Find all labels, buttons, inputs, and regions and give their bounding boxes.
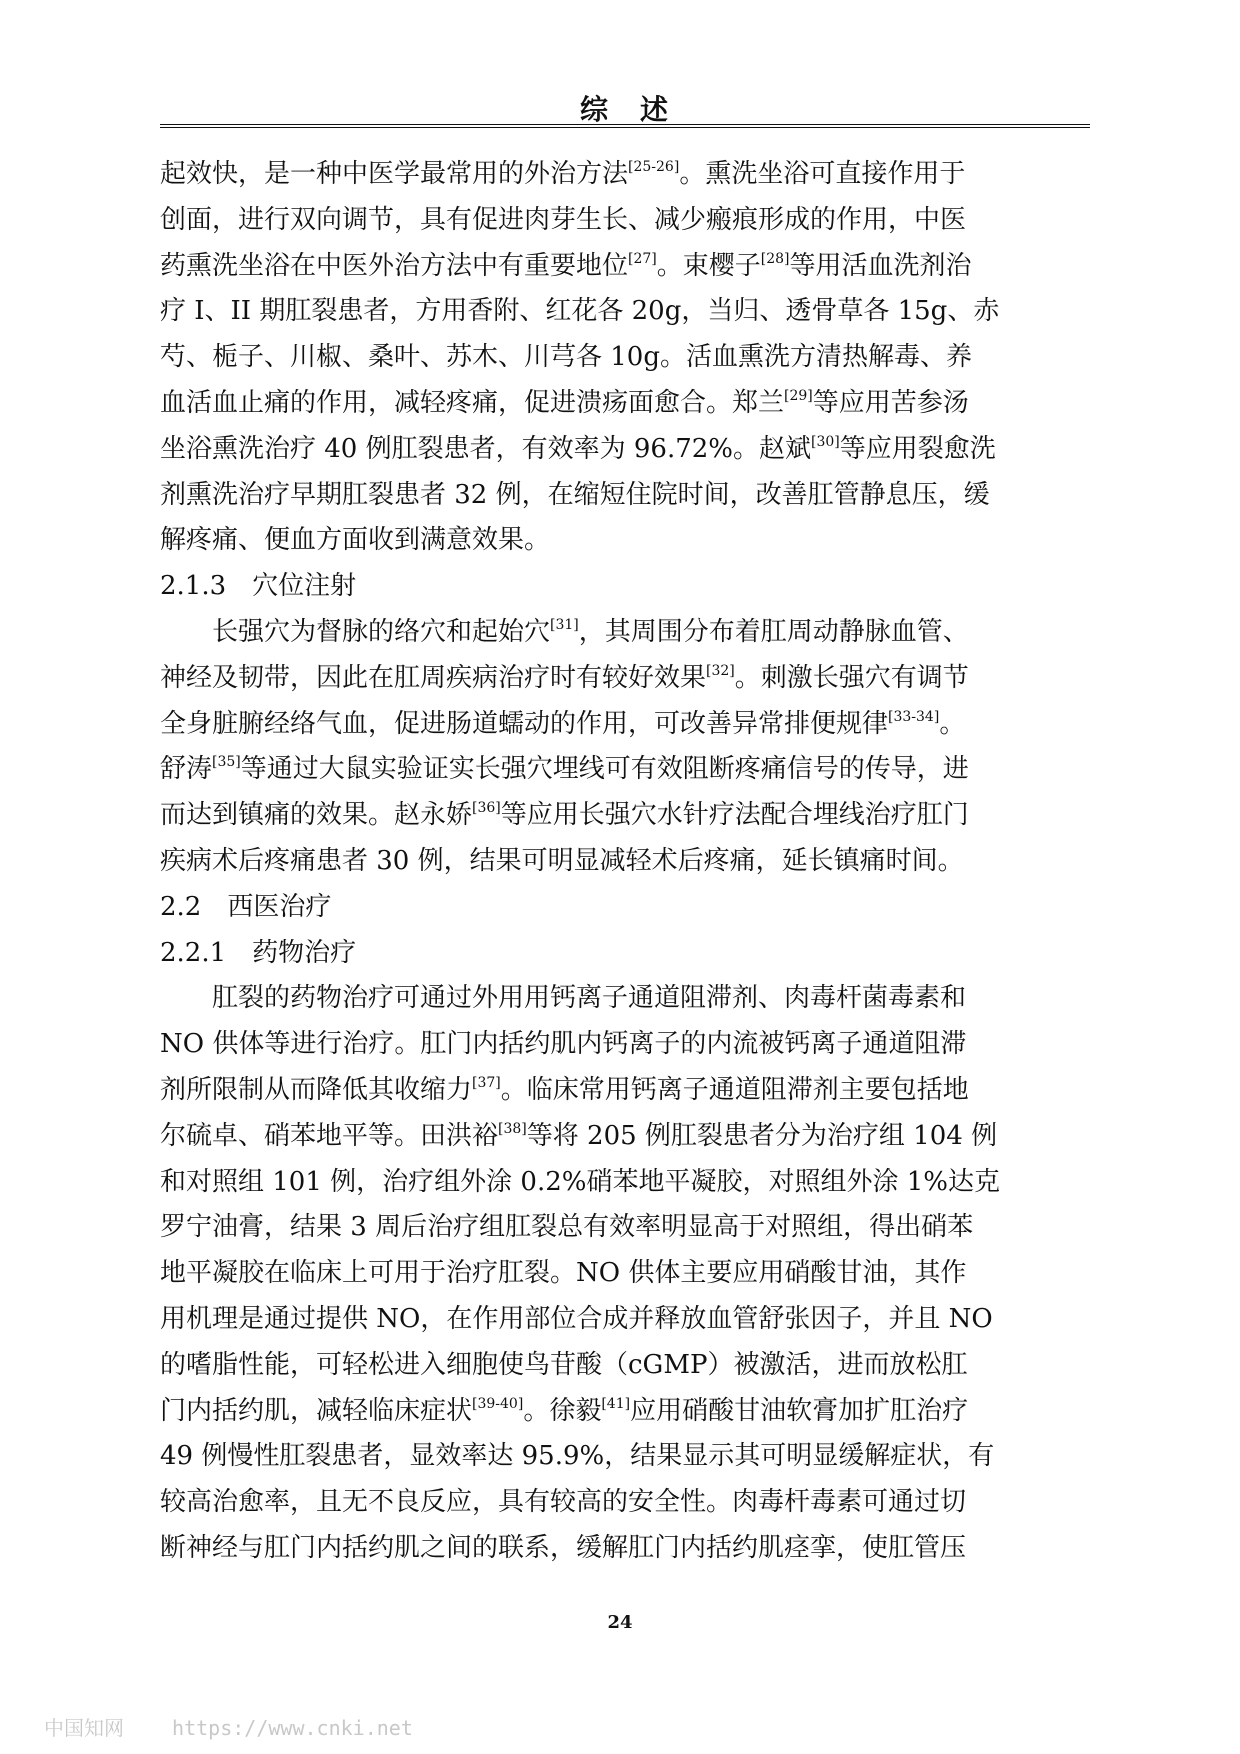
header-rule-thin bbox=[160, 127, 1090, 128]
text-segment: 较高治愈率，且无不良反应，具有较高的安全性。肉毒杆毒素可通过切 bbox=[160, 1487, 967, 1518]
text-segment: 舒涛 bbox=[160, 754, 213, 785]
citation-ref: [25-26] bbox=[628, 159, 680, 175]
text-segment: 而达到镇痛的效果。赵永娇 bbox=[160, 800, 473, 831]
text-line bbox=[160, 1205, 1090, 1251]
watermark-site-name: 中国知网 bbox=[44, 1716, 124, 1740]
citation-ref: [41] bbox=[601, 1395, 631, 1412]
text-segment: 剂熏洗治疗早期肛裂患者 32 例，在缩短住院时间，改善肛管静息压，缓 bbox=[160, 479, 990, 510]
text-segment: 49 例慢性肛裂患者，显效率达 95.9%，结果显示其可明显缓解症状，有 bbox=[160, 1441, 995, 1472]
text-segment: 。临床常用钙离子通道阻滞剂主要包括地 bbox=[500, 1074, 969, 1105]
text-segment: 起效快，是一种中医学最常用的外治方法 bbox=[160, 159, 629, 189]
text-line bbox=[160, 1068, 1090, 1114]
citation-ref: [30] bbox=[811, 433, 840, 450]
text-line bbox=[160, 1297, 1090, 1343]
text-segment: 2.2 西医治疗 bbox=[160, 891, 332, 922]
citation-ref: [39-40] bbox=[472, 1395, 524, 1412]
watermark bbox=[44, 1712, 413, 1741]
text-line bbox=[160, 1251, 1090, 1297]
text-segment: 等应用长强穴水针疗法配合埋线治疗肛门 bbox=[500, 800, 969, 831]
text-segment: 门内括约肌，减轻临床症状 bbox=[160, 1395, 473, 1426]
text-segment: 等应用苦参汤 bbox=[812, 387, 969, 418]
citation-ref: [35] bbox=[212, 754, 241, 771]
text-segment: 罗宁油膏，结果 3 周后治疗组肛裂总有效率明显高于对照组，得出硝苯 bbox=[160, 1212, 974, 1243]
citation-ref: [37] bbox=[472, 1074, 501, 1091]
text-segment: 药熏洗坐浴在中医外治方法中有重要地位 bbox=[160, 250, 629, 281]
text-line bbox=[160, 747, 1090, 793]
text-segment: 芍、栀子、川椒、桑叶、苏木、川芎各 10g。活血熏洗方清热解毒、养 bbox=[160, 342, 972, 373]
citation-ref: [32] bbox=[706, 662, 735, 679]
text-segment: 肛裂的药物治疗可通过外用用钙离子通道阻滞剂、肉毒杆菌毒素和 bbox=[212, 983, 967, 1014]
text-segment: 长强穴为督脉的络穴和起始穴 bbox=[212, 616, 551, 647]
running-header-title: 综 述 bbox=[579, 93, 670, 126]
text-line bbox=[160, 656, 1090, 702]
text-segment: 等应用裂愈洗 bbox=[839, 433, 996, 464]
text-line bbox=[160, 427, 1090, 473]
text-line bbox=[160, 518, 1090, 564]
text-segment: 血活血止痛的作用，减轻疼痛，促进溃疡面愈合。郑兰 bbox=[160, 387, 785, 418]
watermark-url: https://www.cnki.net bbox=[172, 1716, 413, 1740]
text-line bbox=[160, 1389, 1090, 1435]
text-segment: 应用硝酸甘油软膏加扩肛治疗 bbox=[630, 1395, 969, 1426]
text-segment: 。熏洗坐浴可直接作用于 bbox=[679, 159, 966, 189]
text-segment: NO 供体等进行治疗。肛门内括约肌内钙离子的内流被钙离子通道阻滞 bbox=[160, 1029, 967, 1060]
text-segment: 等用活血洗剂治 bbox=[789, 250, 972, 281]
text-line bbox=[160, 1160, 1090, 1206]
text-segment: 创面，进行双向调节，具有促进肉芽生长、减少瘢痕形成的作用，中医 bbox=[160, 204, 967, 235]
text-line bbox=[160, 381, 1090, 427]
text-segment: 。刺激长强穴有调节 bbox=[734, 662, 969, 693]
text-line bbox=[160, 885, 1090, 931]
text-segment: 断神经与肛门内括约肌之间的联系，缓解肛门内括约肌痉挛，使肛管压 bbox=[160, 1532, 967, 1563]
text-segment: 2.2.1 药物治疗 bbox=[160, 937, 357, 968]
text-line bbox=[160, 1343, 1090, 1389]
citation-ref: [38] bbox=[498, 1120, 527, 1137]
citation-ref: [36] bbox=[472, 800, 501, 817]
body-text bbox=[160, 152, 1090, 1572]
text-line bbox=[160, 564, 1090, 610]
text-line bbox=[160, 198, 1090, 244]
text-line bbox=[160, 610, 1090, 656]
text-segment: ，其周围分布着肛周动静脉血管、 bbox=[578, 616, 969, 647]
text-segment: 。束樱子 bbox=[656, 250, 761, 281]
text-segment: 剂所限制从而降低其收缩力 bbox=[160, 1074, 473, 1105]
text-line bbox=[160, 1480, 1090, 1526]
text-segment: 解疼痛、便血方面收到满意效果。 bbox=[160, 525, 551, 556]
text-segment: 的嗜脂性能，可轻松进入细胞使鸟苷酸（cGMP）被激活，进而放松肛 bbox=[160, 1349, 968, 1380]
text-line bbox=[160, 976, 1090, 1022]
text-segment: 全身脏腑经络气血，促进肠道蠕动的作用，可改善异常排便规律 bbox=[160, 708, 889, 739]
citation-ref: [33-34] bbox=[888, 708, 940, 725]
text-line bbox=[160, 1434, 1090, 1480]
text-line bbox=[160, 1114, 1090, 1160]
text-segment: 等将 205 例肛裂患者分为治疗组 104 例 bbox=[526, 1120, 998, 1151]
citation-ref: [28] bbox=[760, 250, 790, 267]
text-line bbox=[160, 152, 1090, 198]
text-line bbox=[160, 244, 1090, 290]
text-line bbox=[160, 1526, 1090, 1572]
text-line bbox=[160, 1022, 1090, 1068]
text-segment: 疾病术后疼痛患者 30 例，结果可明显减轻术后疼痛，延长镇痛时间。 bbox=[160, 845, 964, 876]
text-line bbox=[160, 702, 1090, 748]
citation-ref: [31] bbox=[550, 616, 579, 633]
page-number: 24 bbox=[607, 1612, 633, 1633]
text-line bbox=[160, 473, 1090, 519]
text-segment: 尔硫卓、硝苯地平等。田洪裕 bbox=[160, 1120, 499, 1151]
text-line bbox=[160, 335, 1090, 381]
text-line bbox=[160, 839, 1090, 885]
text-segment: 等通过大鼠实验证实长强穴埋线可有效阻断疼痛信号的传导，进 bbox=[240, 754, 969, 785]
text-segment: 2.1.3 穴位注射 bbox=[160, 571, 357, 602]
text-segment: 。 bbox=[939, 708, 966, 739]
citation-ref: [29] bbox=[784, 387, 813, 404]
text-segment: 。徐毅 bbox=[523, 1395, 602, 1426]
text-line bbox=[160, 931, 1090, 977]
text-segment: 坐浴熏洗治疗 40 例肛裂患者，有效率为 96.72%。赵斌 bbox=[160, 433, 812, 464]
text-line bbox=[160, 289, 1090, 335]
citation-ref: [27] bbox=[628, 250, 657, 267]
text-segment: 地平凝胶在临床上可用于治疗肛裂。NO 供体主要应用硝酸甘油，其作 bbox=[160, 1258, 967, 1289]
text-segment: 和对照组 101 例，治疗组外涂 0.2%硝苯地平凝胶，对照组外涂 1%达克 bbox=[160, 1166, 1000, 1197]
header-rule-thick bbox=[160, 124, 1090, 125]
text-line bbox=[160, 793, 1090, 839]
text-segment: 疗 I、II 期肛裂患者，方用香附、红花各 20g，当归、透骨草各 15g、赤 bbox=[160, 296, 1000, 327]
text-segment: 用机理是通过提供 NO，在作用部位合成并释放血管舒张因子，并且 NO bbox=[160, 1303, 993, 1334]
text-segment: 神经及韧带，因此在肛周疾病治疗时有较好效果 bbox=[160, 662, 707, 693]
